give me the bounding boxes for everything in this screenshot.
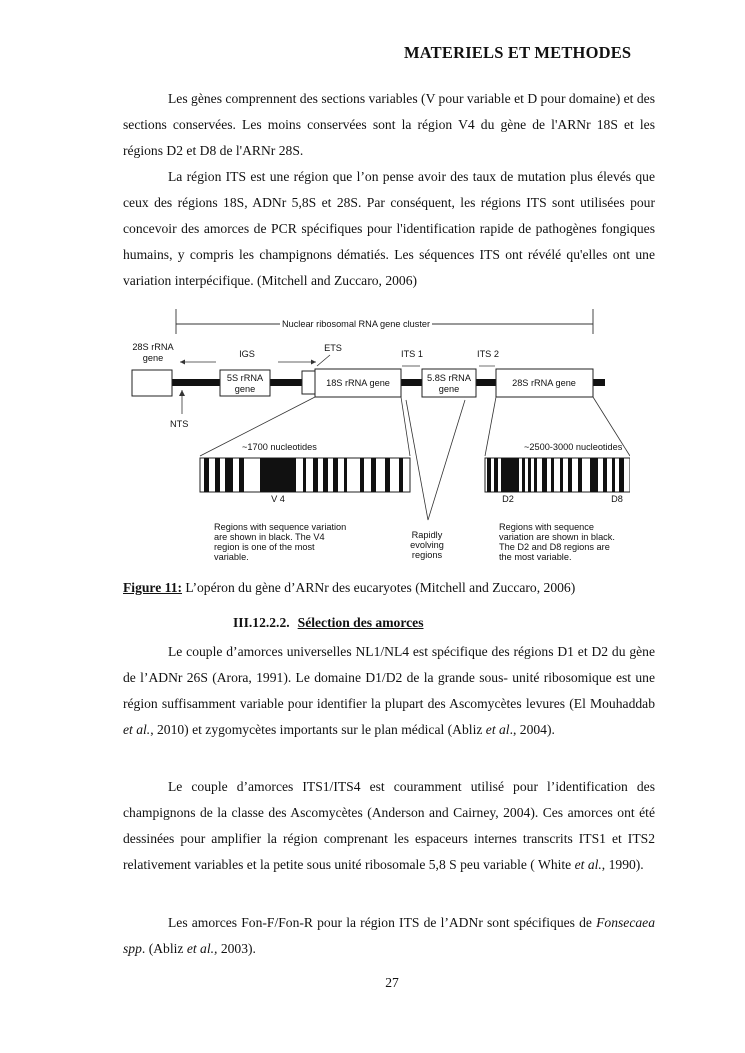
figure-rrna-operon: [120, 302, 630, 572]
label-d2: D2: [502, 494, 514, 504]
figure-caption-text: L’opéron du gène d’ARNr des eucaryotes (Mitchell and Zuccaro, 2006): [182, 580, 576, 595]
igs-arrow-right: [311, 360, 316, 365]
paragraph-variable-sections: Les gènes comprennent des sections variables (V pour variable et D pour domaine) et des sections conservées. Les moins conservées sont la région V4 du gène de l'ARNr 18S et les régions D2 et D8 de l'ARNr 28S.: [123, 91, 655, 158]
box-28s-left: [132, 370, 172, 396]
label-5-8s-1: 5.8S rRNA: [427, 373, 471, 383]
rrna-operon-diagram: [120, 302, 630, 572]
label-its1: ITS 1: [401, 349, 423, 359]
bar-18s-variation: [200, 458, 410, 492]
figure-caption: [123, 580, 683, 596]
evolving-regions-lines: [406, 400, 465, 520]
subsection-number: III.12.2.2.: [233, 615, 290, 630]
note-mid-line-2: evolving: [410, 540, 444, 550]
note-left-line-4: variable.: [214, 552, 249, 562]
label-5s-1: 5S rRNA: [226, 373, 264, 383]
subsection-title: Sélection des amorces: [297, 615, 424, 630]
note-mid-line-3: regions: [411, 550, 443, 560]
label-5s-2: gene: [234, 384, 256, 394]
note-mid-line-1: Rapidly: [411, 530, 443, 540]
label-5-8s-2: gene: [438, 384, 460, 394]
label-nuc-left: ~1700 nucleotides: [242, 442, 317, 452]
note-left-line-2: are shown in black. The V4: [214, 532, 325, 542]
note-right-line-1: Regions with sequence: [499, 522, 594, 532]
label-d8: D8: [611, 494, 623, 504]
paragraph-fon-primers: Les amorces Fon-F/Fon-R pour la région ITS de l’ADNr sont spécifiques de Fonsecaea spp. (Abliz et al., 2003).: [123, 915, 655, 956]
subsection-heading: [233, 615, 424, 631]
bar-28s-variation: [485, 458, 630, 492]
label-nuc-right: ~2500-3000 nucleotides: [524, 442, 623, 452]
note-right-line-3: The D2 and D8 regions are: [499, 542, 610, 552]
box-ets: [302, 371, 315, 394]
note-right-line-2: variation are shown in black.: [499, 532, 615, 542]
label-its2: ITS 2: [477, 349, 499, 359]
label-28s: 28S rRNA gene: [512, 378, 576, 388]
label-ets: ETS: [324, 343, 342, 353]
label-v4: V 4: [271, 494, 285, 504]
page-number: 27: [385, 975, 399, 990]
figure-caption-label: Figure 11:: [123, 580, 183, 595]
paragraph-its-region: La région ITS est une région que l’on pense avoir des taux de mutation plus élevés que ceux des régions 18S, ADNr 5,8S et 28S. Par conséquent, les régions ITS sont utilisées pour concevoir des amorces de PCR spécifiques pour l'identification rapide de pathogènes fongiques humains, y compris les champignons dématiés. Les séquences ITS ont révélé qu'elles ont une variation interpécifique. (Mitchell and Zuccaro, 2006): [123, 169, 655, 288]
label-28s-left-2: gene: [142, 353, 164, 363]
paragraph-nl1-nl4: Le couple d’amorces universelles NL1/NL4 est spécifique des régions D1 et D2 du gène de l’ADNr 26S (Arora, 1991). Le domaine D1/D2 de la grande sous- unité ribosomique est une région suffisamment variable pour identifier la plupart des Ascomycètes levures (El Mouhaddab et al., 2010) et zygomycètes importants sur le plan médical (Abliz et al., 2004).: [123, 644, 655, 737]
note-left-line-3: region is one of the most: [214, 542, 315, 552]
note-left-line-1: Regions with sequence variation: [214, 522, 347, 532]
note-right-line-4: the most variable.: [499, 552, 572, 562]
ets-pointer: [317, 355, 330, 366]
label-28s-left-1: 28S rRNA: [132, 342, 174, 352]
cluster-label: Nuclear ribosomal RNA gene cluster: [281, 319, 431, 329]
label-18s: 18S rRNA gene: [326, 378, 390, 388]
paragraph-its1-its4: Le couple d’amorces ITS1/ITS4 est couramment utilisé pour l’identification des champignons de la classe des Ascomycètes (Anderson and Cairney, 2004). Ces amorces ont été dessinées pour amplifier la région comprenant les espaceurs internes transcrits ITS1 et ITS2 relativement variables et la petite sous unité ribosomale 5,8 S peu variable ( White et al., 1990).: [123, 779, 655, 872]
label-nts: NTS: [170, 419, 189, 429]
running-header: MATERIELS ET METHODES: [404, 43, 632, 62]
igs-arrow-left: [180, 360, 185, 365]
label-igs: IGS: [239, 349, 255, 359]
